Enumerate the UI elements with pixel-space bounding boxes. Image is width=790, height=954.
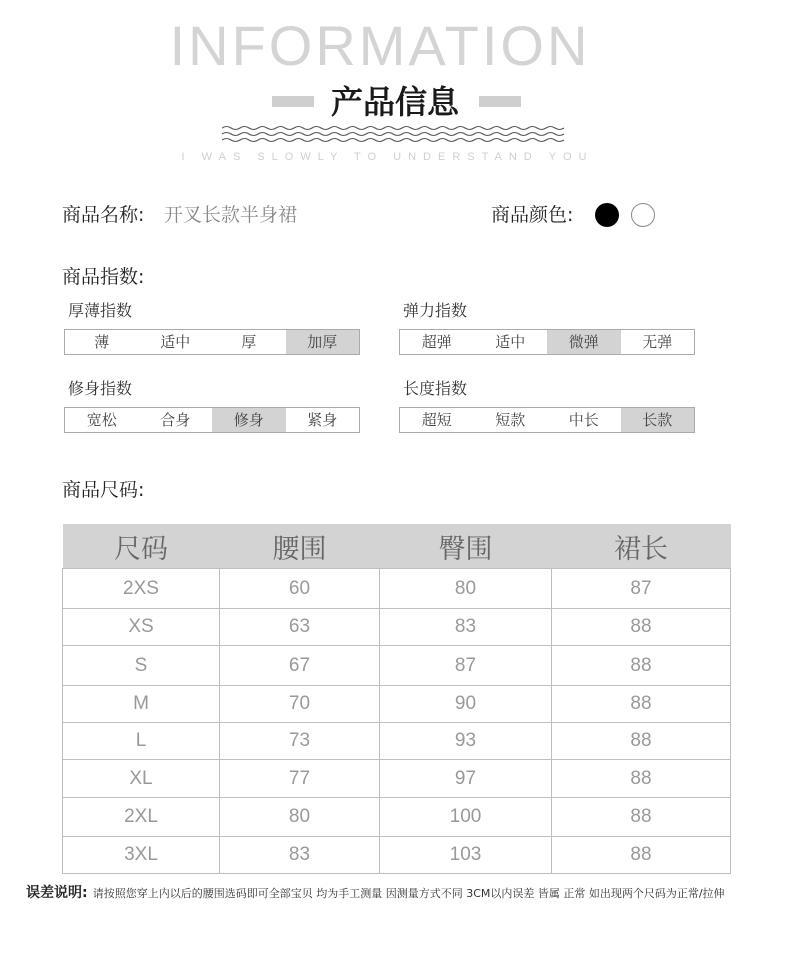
header-hip: 臀围 xyxy=(380,524,552,569)
wave-divider-icon xyxy=(222,124,568,146)
indices-section-label: 商品指数: xyxy=(62,266,145,288)
fit-option: 宽松 xyxy=(86,411,117,429)
cell-hip: 100 xyxy=(380,798,552,837)
cell-length: 88 xyxy=(552,760,731,798)
table-row xyxy=(63,609,731,646)
thickness-option-selected: 加厚 xyxy=(286,330,360,354)
error-note-label: 误差说明: xyxy=(26,885,88,901)
cell-hip: 87 xyxy=(380,646,552,686)
elasticity-scale xyxy=(399,329,695,355)
cell-waist: 83 xyxy=(220,837,380,874)
cell-waist: 70 xyxy=(220,686,380,723)
cell-size: XS xyxy=(63,609,220,646)
cell-size: L xyxy=(63,723,220,760)
thickness-index-label: 厚薄指数 xyxy=(68,301,133,320)
cell-size: M xyxy=(63,686,220,723)
header-size: 尺码 xyxy=(63,524,220,569)
error-note-text: 请按照您穿上内以后的腰围选码即可全部宝贝 均为手工测量 因测量方式不同 3CM以内误差 皆属 正常 如出现两个尺码为正常/拉伸 xyxy=(92,887,725,900)
cell-hip: 83 xyxy=(380,609,552,646)
header-waist: 腰围 xyxy=(220,524,380,569)
table-row xyxy=(63,760,731,798)
color-swatch-black xyxy=(595,203,619,227)
thickness-option: 厚 xyxy=(241,333,257,351)
cell-hip: 93 xyxy=(380,723,552,760)
fit-option: 合身 xyxy=(160,411,191,429)
cell-length: 88 xyxy=(552,798,731,837)
thickness-option: 适中 xyxy=(160,333,191,351)
size-table xyxy=(62,524,731,874)
table-row xyxy=(63,646,731,686)
length-option: 中长 xyxy=(568,411,599,429)
table-row xyxy=(63,837,731,874)
tagline: I WAS SLOWLY TO UNDERSTAND YOU xyxy=(181,151,594,163)
elasticity-index-label: 弹力指数 xyxy=(403,301,468,320)
length-option-selected: 长款 xyxy=(621,408,695,432)
cell-hip: 103 xyxy=(380,837,552,874)
thickness-scale xyxy=(64,329,360,355)
product-name-value: 开叉长款半身裙 xyxy=(164,204,298,226)
cell-length: 88 xyxy=(552,609,731,646)
cell-size: 2XS xyxy=(63,569,220,609)
product-name-label: 商品名称: xyxy=(62,204,145,226)
elasticity-option: 超弹 xyxy=(421,333,452,351)
english-title: INFORMATION xyxy=(169,14,591,77)
cell-length: 88 xyxy=(552,723,731,760)
table-row xyxy=(63,723,731,760)
product-color-label: 商品颜色: xyxy=(491,204,574,226)
size-table-header xyxy=(63,524,731,569)
elasticity-option-selected: 微弹 xyxy=(547,330,621,354)
length-scale xyxy=(399,407,695,433)
cell-waist: 80 xyxy=(220,798,380,837)
table-row xyxy=(63,686,731,723)
cell-waist: 60 xyxy=(220,569,380,609)
cell-size: XL xyxy=(63,760,220,798)
elasticity-option: 适中 xyxy=(495,333,526,351)
cell-length: 88 xyxy=(552,646,731,686)
chinese-title: 产品信息 xyxy=(330,83,459,121)
cell-waist: 63 xyxy=(220,609,380,646)
sizes-section-label: 商品尺码: xyxy=(62,479,145,501)
fit-index-label: 修身指数 xyxy=(68,379,133,398)
cell-length: 88 xyxy=(552,686,731,723)
cell-size: 2XL xyxy=(63,798,220,837)
cell-size: 3XL xyxy=(63,837,220,874)
length-index-label: 长度指数 xyxy=(403,379,468,398)
length-option: 超短 xyxy=(421,411,452,429)
cell-hip: 80 xyxy=(380,569,552,609)
fit-option: 紧身 xyxy=(307,411,338,429)
elasticity-option: 无弹 xyxy=(642,333,673,351)
cell-waist: 67 xyxy=(220,646,380,686)
cell-waist: 73 xyxy=(220,723,380,760)
chinese-title-row xyxy=(0,80,790,124)
error-note xyxy=(26,882,786,904)
thickness-option: 薄 xyxy=(94,333,110,351)
cell-waist: 77 xyxy=(220,760,380,798)
cell-size: S xyxy=(63,646,220,686)
table-row xyxy=(63,569,731,609)
fit-scale xyxy=(64,407,360,433)
cell-hip: 90 xyxy=(380,686,552,723)
table-row xyxy=(63,798,731,837)
cell-hip: 97 xyxy=(380,760,552,798)
fit-option-selected: 修身 xyxy=(212,408,286,432)
cell-length: 88 xyxy=(552,837,731,874)
length-option: 短款 xyxy=(495,411,526,429)
header-skirt-length: 裙长 xyxy=(552,524,731,569)
color-swatch-white xyxy=(631,203,655,227)
cell-length: 87 xyxy=(552,569,731,609)
